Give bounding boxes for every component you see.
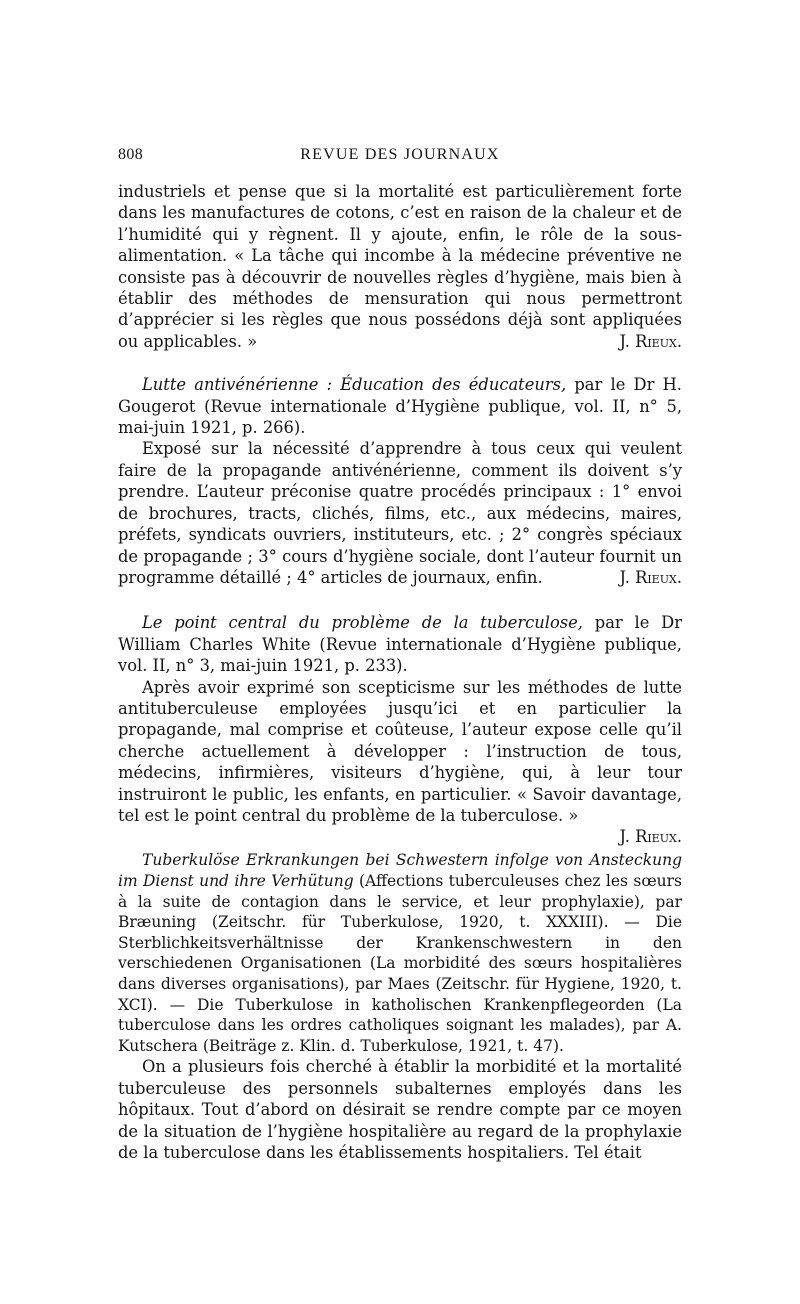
continuation-paragraph: [118, 181, 682, 352]
review-entry: [118, 612, 682, 847]
entry-title: Tuberkulöse Erkrankungen bei Schwestern infolge von Ansteckung im Dienst und ihre Verhütung: [118, 851, 682, 890]
page-header: [118, 146, 682, 166]
entry-abstract: [118, 1056, 682, 1163]
entry-abstract: [118, 677, 682, 847]
running-title: REVUE DES JOURNAUX: [300, 146, 500, 163]
abstract-text: Après avoir exprimé son scepticisme sur les méthodes de lutte antituberculeuse employées jusqu’ici et en particulier la propagande, mal comprise et coûteuse, l’auteur expose celle qu’il cherche actuellement à développer : l’instruction de tous, médecins, infirmières, visiteurs d’hygiène, qui, à leur tour instruiront le public, les enfants, en particulier. « Savoir davantage, tel est le point central du problème de la tuberculose. »: [118, 677, 682, 825]
continuation-text: industriels et pense que si la mortalité est particulièrement forte dans les manufactures de cotons, c’est en raison de la chaleur et de l’humidité qui y règnent. Il y ajoute, enfin, le rôle de la sous-alimentation. « La tâche qui incombe à la médecine préventive ne consiste pas à découvrir de nouvelles règles d’hygiène, mais bien à établir des méthodes de mensuration qui nous permettront d’apprécier si les règles que nous possédons déjà sont appliquées ou applicables. »: [118, 182, 682, 351]
entry-title: Lutte antivénérienne : Éducation des éducateurs,: [142, 375, 567, 395]
entry-citation: [118, 850, 682, 1056]
entry-citation: [118, 612, 682, 676]
signature: J. Rieux.: [619, 827, 682, 847]
signature: J. Rieux.: [619, 567, 682, 587]
review-entry: [118, 850, 682, 1163]
entry-reference: par le Dr William Charles White (Revue internationale d’Hygiène publique, vol. II, n° 3, mai-juin 1921, p. 233).: [118, 613, 682, 676]
signature: J. Rieux.: [619, 331, 682, 351]
review-entry: [118, 374, 682, 588]
page-number: 808: [118, 146, 144, 163]
entry-abstract: [118, 438, 682, 588]
abstract-text: On a plusieurs fois cherché à établir la morbidité et la mortalité tuberculeuse des personnels subalternes employés dans les hôpitaux. Tout d’abord on désirait se rendre compte par ce moyen de la situation de l’hygiène hospitalière au regard de la prophylaxie de la tuberculose dans les établissements hospitaliers. Tel était: [118, 1057, 682, 1162]
entry-citation: [118, 374, 682, 438]
entry-title: Le point central du problème de la tuberculose,: [142, 613, 583, 633]
page-body: [118, 181, 682, 1163]
abstract-text: Exposé sur la nécessité d’apprendre à tous ceux qui veulent faire de la propagande antivénérienne, comment ils doivent s’y prendre. L’auteur préconise quatre procédés principaux : 1° envoi de brochures, tracts, clichés, films, etc., aux médecins, maires, préfets, syndicats ouvriers, instituteurs, etc. ; 2° congrès spéciaux de propagande ; 3° cours d’hygiène sociale, dont l’auteur fournit un programme détaillé ; 4° articles de journaux, enfin.: [118, 439, 682, 587]
entry-reference: par le Dr H. Gougerot (Revue internationale d’Hygiène publique, vol. II, n° 5, mai-juin 1921, p. 266).: [118, 375, 682, 438]
entry-reference: (Affections tuberculeuses chez les sœurs à la suite de contagion dans le service, et leur prophylaxie), par Bræuning (Zeitschr. für Tuberkulose, 1920, t. XXXIII). — Die Sterblichkeitsverhältnisse der Krankenschwestern in den verschiedenen Organisationen (La morbidité des sœurs hospitalières dans diverses organisations), par Maes (Zeitschr. für Hygiene, 1920, t. XCI). — Die Tuberkulose in katholischen Krankenpflegeorden (La tuberculose dans les ordres catholiques soignant les malades), par A. Kutschera (Beiträge z. Klin. d. Tuberkulose, 1921, t. 47).: [118, 871, 682, 1055]
